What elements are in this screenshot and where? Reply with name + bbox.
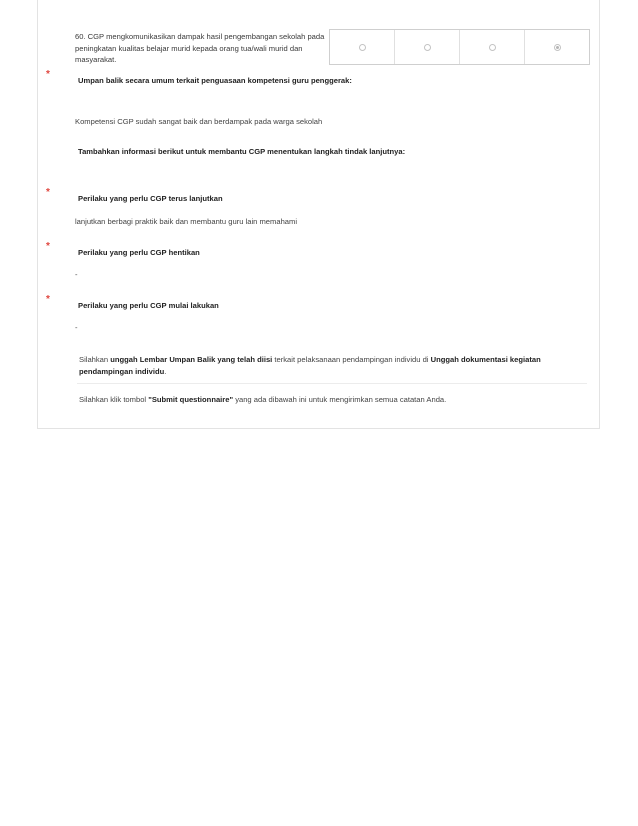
question-60-rating-scale <box>329 29 590 65</box>
required-asterisk: * <box>46 187 50 198</box>
stop-behavior-label: Perilaku yang perlu CGP hentikan <box>78 248 200 257</box>
section-divider <box>77 383 587 384</box>
radio-icon[interactable] <box>424 44 431 51</box>
upload-location-emphasis: Unggah dokumentasi kegiatan pendampingan individu <box>79 355 541 376</box>
rating-option-3[interactable] <box>460 30 525 64</box>
submit-button-reference: "Submit questionnaire" <box>148 395 234 404</box>
submit-instruction <box>79 394 579 406</box>
stop-behavior-answer: - <box>75 270 78 279</box>
rating-option-1[interactable] <box>330 30 395 64</box>
rating-option-2[interactable] <box>395 30 460 64</box>
continue-behavior-label: Perilaku yang perlu CGP terus lanjutkan <box>78 194 223 203</box>
radio-checked-icon[interactable] <box>554 44 561 51</box>
feedback-general-label: Umpan balik secara umum terkait penguasaan kompetensi guru penggerak: <box>78 76 352 85</box>
submit-note-text: yang ada dibawah ini untuk mengirimkan semua catatan Anda. <box>233 395 447 404</box>
question-60-text: 60. CGP mengkomunikasikan dampak hasil pengembangan sekolah pada peningkatan kualitas belajar murid kepada orang tua/wali murid dan masyarakat. <box>75 32 325 64</box>
upload-note-emphasis: unggah Lembar Umpan Balik yang telah diisi <box>110 355 273 364</box>
continue-behavior-answer: lanjutkan berbagi praktik baik dan membantu guru lain memahami <box>75 217 298 226</box>
upload-note-text: Silahkan <box>79 355 111 364</box>
radio-icon[interactable] <box>359 44 366 51</box>
feedback-general-answer: Kompetensi CGP sudah sangat baik dan berdampak pada warga sekolah <box>75 117 323 126</box>
radio-icon[interactable] <box>489 44 496 51</box>
upload-instruction <box>79 354 559 377</box>
start-behavior-label: Perilaku yang perlu CGP mulai lakukan <box>78 301 219 310</box>
submit-note-text: Silahkan klik tombol <box>79 395 149 404</box>
start-behavior-answer: - <box>75 323 78 332</box>
additional-info-heading: Tambahkan informasi berikut untuk membantu CGP menentukan langkah tindak lanjutnya: <box>78 147 406 156</box>
upload-note-text: terkait pelaksanaan pendampingan individu di <box>272 355 431 364</box>
required-asterisk: * <box>46 294 50 305</box>
required-asterisk: * <box>46 241 50 252</box>
rating-option-4[interactable] <box>525 30 589 64</box>
upload-note-text: . <box>164 366 167 376</box>
required-asterisk: * <box>46 69 50 80</box>
